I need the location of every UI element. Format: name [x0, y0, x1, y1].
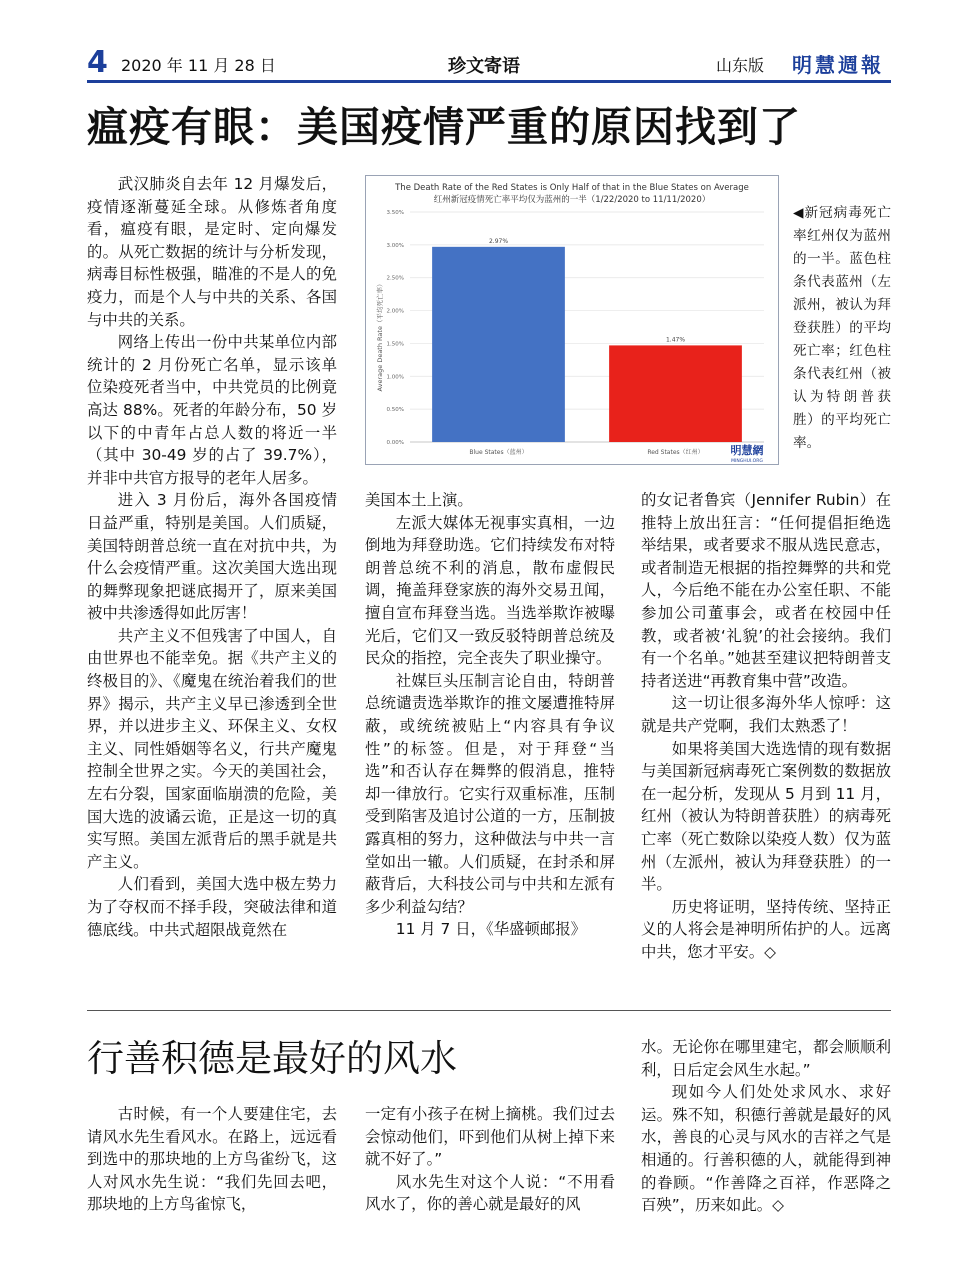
chart-y-tick-label: 0.00%: [386, 440, 404, 446]
chart-bar: [432, 247, 565, 442]
paragraph: 人们看到，美国大选中极左势力为了夺权而不择手段，突破法律和道德底线。中共式超限战竟然在: [87, 875, 337, 939]
chart-bar: [609, 345, 742, 442]
paragraph: 如果将美国大选选情的现有数据与美国新冠病毒死亡案例数的数据放在一起分析，发现从 5 月到 11 月，红州（被认为特朗普获胜）的病毒死亡率（死亡数除以染疫人数）仅为蓝州（左派州，被认为拜登获胜）的一半。: [641, 739, 891, 894]
section-divider: [87, 1010, 891, 1011]
paragraph: 这一切让很多海外华人惊呼：这就是共产党啊，我们太熟悉了！: [641, 694, 891, 735]
chart-x-tick-label: Blue States（蓝州）: [469, 449, 528, 456]
paragraph: 社媒巨头压制言论自由，特朗普总统谴责选举欺诈的推文屡遭推特屏蔽，或统统被贴上“内容具有争议性”的标签。但是，对于拜登“当选”和否认存在舞弊的假消息，推特却一律放行。它实行双重标准，压制受到陷害及追讨公道的一方，压制披露真相的努力，这种做法与中共一言堂如出一辙。人们质疑，在封杀和屏蔽背后，大科技公司与中共和左派有多少利益勾结？: [365, 671, 615, 916]
article1-headline: 瘟疫有眼：美国疫情严重的原因找到了: [87, 103, 801, 151]
header-rule: [87, 80, 891, 83]
chart-data-label: 1.47%: [665, 336, 686, 344]
paragraph: 11 月 7 日，《华盛顿邮报》: [395, 920, 587, 939]
chart-y-tick-label: 3.00%: [386, 242, 404, 249]
chart-watermark-sub: MINGHUI.ORG: [731, 459, 763, 464]
chart-y-tick-label: 1.00%: [386, 374, 404, 381]
chart-subtitle: 红州新冠疫情死亡率平均仅为蓝州的一半（1/22/2020 to 11/11/2020）: [433, 195, 711, 205]
chart-y-tick-label: 1.50%: [386, 341, 404, 348]
death-rate-chart: [365, 175, 779, 465]
chart-svg: [366, 176, 778, 464]
paragraph: 一定有小孩子在树上摘桃。我们过去会惊动他们，吓到他们从树上掉下来就不好了。”: [365, 1105, 615, 1169]
chart-data-label: 2.97%: [488, 237, 509, 245]
chart-x-tick-label: Red States（红州）: [647, 449, 704, 456]
article1-column-2: [365, 489, 615, 941]
chart-title: The Death Rate of the Red States is Only Half of that in the Blue States on Average: [395, 183, 749, 193]
chart-watermark: 明慧網: [730, 444, 764, 457]
paragraph: 历史将证明，坚持传统、坚持正义的人将会是神明所佑护的人。远离中共，您才平安。◇: [641, 897, 891, 961]
paragraph: 共产主义不但残害了中国人，自由世界也不能幸免。据《共产主义的终极目的》、《魔鬼在统治着我们的世界》揭示，共产主义早已渗透到全世界，并以进步主义、环保主义、女权主义、同性婚姻等名义，行共产魔鬼控制全世界之实。今天的美国社会，左右分裂，国家面临崩溃的危险，美国大选的波谲云诡，正是这一切的真实写照。美国左派背后的黑手就是共产主义。: [87, 626, 337, 871]
edition-label: 山东版: [716, 56, 765, 75]
article1-column-1: [87, 173, 337, 941]
issue-date: 2020 年 11 月 28 日: [121, 56, 276, 75]
paragraph: 古时候，有一个人要建住宅，去请风水先生看风水。在路上，远远看到选中的那块地的上方鸟雀纷飞，这人对风水先生说：“我们先回去吧，那块地的上方鸟雀惊飞，: [87, 1105, 337, 1214]
article2-column-2: [365, 1103, 615, 1216]
article1-column-3: [641, 489, 891, 963]
paragraph: 风水先生对这个人说：“不用看风水了，你的善心就是最好的风: [365, 1172, 615, 1214]
chart-y-tick-label: 0.50%: [386, 407, 404, 414]
chart-y-tick-label: 2.00%: [386, 308, 404, 315]
chart-y-tick-label: 2.50%: [386, 275, 404, 282]
article2-headline: 行善积德是最好的风水: [87, 1037, 457, 1080]
paragraph: 左派大媒体无视事实真相，一边倒地为拜登助选。它们持续发布对特朗普总统不利的消息，散布虚假民调，掩盖拜登家族的海外交易丑闻，擅自宣布拜登当选。当选举欺诈被曝光后，它们又一致反驳特朗普总统及民众的指控，完全丧失了职业操守。: [365, 513, 615, 668]
paragraph: 网络上传出一份中共某单位内部统计的 2 月份死亡名单，显示该单位染疫死者当中，中共党员的比例竟高达 88%。死者的年龄分布，50 岁以下的中青年占总人数的将近一半（其中 30-49 岁的占了 39.7%），并非中共官方报导的老年人居多。: [87, 333, 337, 487]
chart-y-axis-label: Average Death Rate（平均死亡率）: [376, 280, 384, 392]
article2-column-1: [87, 1103, 337, 1216]
chart-y-tick-label: 3.50%: [386, 210, 404, 216]
column-name: 珍文寄语: [448, 56, 520, 77]
paragraph: 武汉肺炎自去年 12 月爆发后，疫情逐渐蔓延全球。从修炼者角度看，瘟疫有眼，是定时、定向爆发的。从死亡数据的统计与分析发现，病毒目标性极强，瞄准的不是人的免疫力，而是个人与中共的关系、各国与中共的关系。: [87, 175, 337, 329]
paragraph: 进入 3 月份后，海外各国疫情日益严重，特别是美国。人们质疑，美国特朗普总统一直在对抗中共，为什么会疫情严重。这次美国大选出现的舞弊现象把谜底揭开了，原来美国被中共渗透得如此厉害！: [87, 491, 337, 623]
article2-column-3: [641, 1036, 891, 1217]
paper-logo: 明慧週報: [792, 53, 884, 77]
paragraph: 水。无论你在哪里建宅，都会顺顺利利，日后定会风生水起。”: [641, 1038, 891, 1079]
paragraph: 美国本土上演。: [365, 491, 473, 509]
paragraph: 现如今人们处处求风水、求好运。殊不知，积德行善就是最好的风水，善良的心灵与风水的吉祥之气是相通的。行善积德的人，就能得到神的眷顾。“作善降之百祥，作恶降之百殃”，历来如此。◇: [641, 1083, 891, 1215]
paragraph: 的女记者鲁宾（Jennifer Rubin）在推特上放出狂言：“任何提倡拒绝选举结果，或者要求不服从选民意志，或者制造无根据的指控舞弊的共和党人，今后绝不能在办公室任职、不能参加公司董事会，或者在校园中任教，或者被‘礼貌’的社会接纳。我们有一个名单。”她甚至建议把特朗普支持者送进“再教育集中营”改造。: [641, 491, 891, 690]
chart-caption: ◀新冠病毒死亡率红州仅为蓝州的一半。蓝色柱条代表蓝州（左派州，被认为拜登获胜）的平均死亡率；红色柱条代表红州（被认为特朗普获胜）的平均死亡率。: [793, 205, 891, 451]
page-number: 4: [87, 45, 108, 80]
